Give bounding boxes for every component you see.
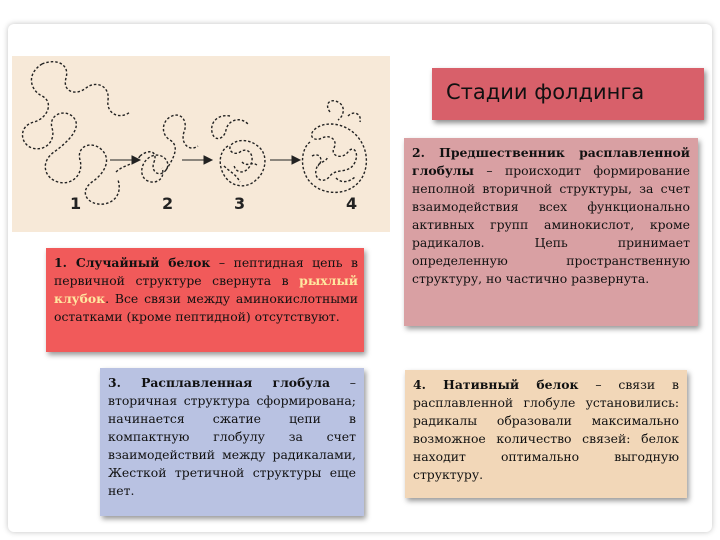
stage-1-text: – пептидная цепь в первичной структуре свернута в [54, 255, 358, 288]
stage-1-box [46, 248, 364, 352]
precursor-loop [163, 115, 198, 170]
random-coil-path [23, 64, 120, 204]
stage-3-box [100, 368, 364, 516]
title-box [432, 68, 704, 120]
stage-4-box [405, 370, 687, 498]
stage-number-4: 4 [346, 194, 358, 213]
stage-2-heading: 2. Предшественник расплавленной глобулы [412, 145, 690, 178]
stage-2-text: – происходит формирование неполной вторичной структуры, за счет взаимодействия всех функционально активных групп аминокислот, кроме радикалов. Цепь принимает определенную пространственную структуру, но частично развернута. [412, 163, 690, 286]
stage-4-heading: 4. Нативный белок [413, 377, 579, 392]
native-protein-top [328, 101, 361, 122]
stage-3-text: – вторичная структура сформирована; начинается сжатие цепи в компактную глобулу за счет взаимодействий между радикалами, Жесткой третичной структуры еще нет. [108, 375, 356, 498]
stage-2-box [404, 138, 698, 326]
random-coil-tail [42, 62, 130, 116]
stage-1-text-end: . Все связи между аминокислотными остатками (кроме пептидной) отсутствуют. [54, 291, 358, 324]
stage-number-1: 1 [70, 194, 82, 213]
slide-title: Стадии фолдинга [446, 80, 645, 104]
stage-number-3: 3 [234, 194, 246, 213]
arrow-2-3-head [204, 156, 212, 164]
stage-number-2: 2 [162, 194, 174, 213]
stage-4-text: – связи в расплавленной глобуле установились: радикалы образовали максимально возможное количество связей: белок находит оптимально выгодную структуру. [413, 377, 679, 482]
molten-globule-body [220, 141, 265, 186]
stage-1-heading: 1. Случайный белок [54, 255, 211, 270]
native-protein-body [303, 124, 367, 192]
arrow-3-4-head [292, 156, 300, 164]
slide [8, 24, 712, 532]
precursor-core [140, 152, 168, 182]
stage-1-accent: рыхлый клубок [54, 273, 358, 306]
stage-3-heading: 3. Расплавленная глобула [108, 375, 331, 390]
folding-stages-illustration [12, 56, 390, 232]
folding-stages-figure [12, 56, 390, 232]
molten-loop [212, 116, 248, 139]
